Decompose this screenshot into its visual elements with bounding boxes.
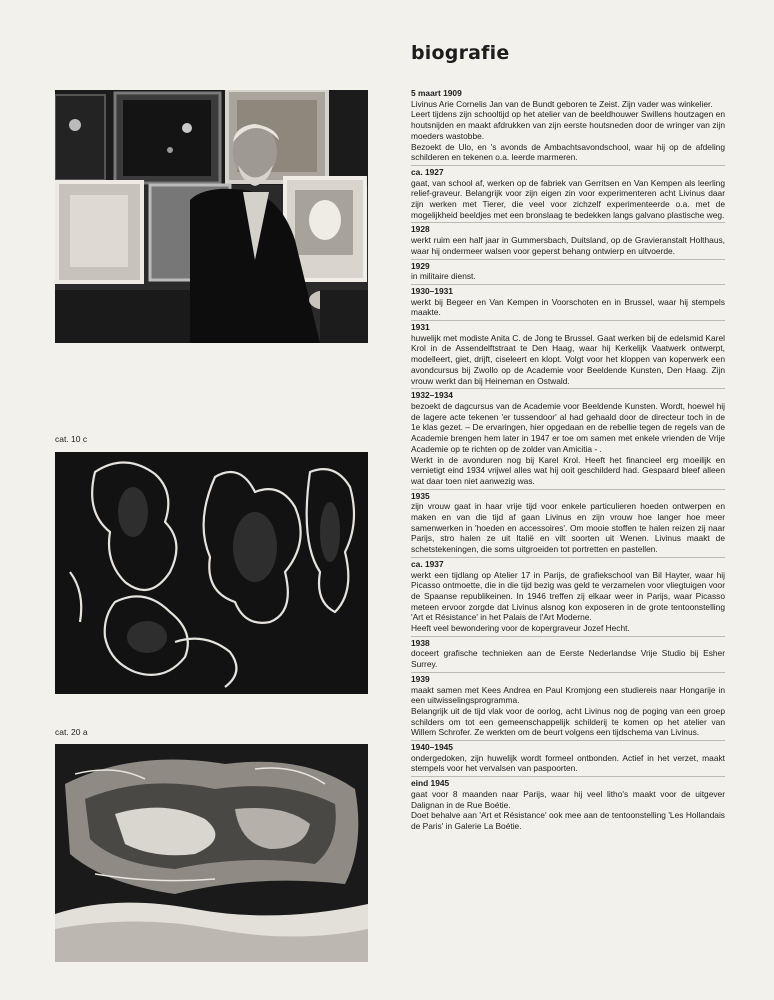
biography-entry <box>411 491 725 555</box>
entry-date: 1939 <box>411 673 430 684</box>
entry-paragraph: Leert tijdens zijn schooltijd op het atelier van de beeldhouwer Swillens houtzagen en houtsnijden en maakt afdrukken van zijn eerste houtsneden door de wringer van zijn moeders wastobbe. <box>411 109 725 141</box>
entry-date: 1929 <box>411 260 430 271</box>
artwork-cat-10c-image <box>55 452 368 694</box>
entry-date: 1938 <box>411 637 430 648</box>
biography-entry <box>411 638 725 670</box>
entry-paragraph: zijn vrouw gaat in haar vrije tijd voor enkele particulieren hoeden ontwerpen en maken en van die tijd af gaan Livinus en zijn vrouw hoe langer hoe meer samenwerken in 'hoeden en accessoires'. Om mooie stoffen te halen reizen zij naar Parijs, stro halen ze uit Italië en vilt soorten uit Wenen. Livinus maakt de schetstekeningen, die soms uitgroeiden tot portretten en pastellen. <box>411 501 725 555</box>
entry-divider <box>411 672 725 673</box>
artist-portrait-photo <box>55 90 368 343</box>
biography-entry <box>411 674 725 738</box>
biography-entry <box>411 778 725 832</box>
entry-paragraph: maakt samen met Kees Andrea en Paul Kromjong een studiereis naar Hongarije in een uitwisselingsprogramma. <box>411 684 725 706</box>
entry-divider <box>411 284 725 285</box>
entry-paragraph: bezoekt de dagcursus van de Academie voor Beeldende Kunsten. Wordt, hoewel hij de lagere acte tekenen 'er tussendoor' al had gehaald door de directeur toch in de 1e klas gezet. – De ervaringen, hier opgedaan en de rebellie tegen de regels van de Academie brengen hem later in 1947 er toe om samen met enkele vrienden de Vrije Academie op te richten op de zolder van Amicitia - . <box>411 400 725 454</box>
entry-divider <box>411 222 725 223</box>
entry-date: 1932–1934 <box>411 390 453 401</box>
entry-paragraph: Doet behalve aan 'Art et Résistance' ook mee aan de tentoonstelling 'Les Hollandais de Paris' in Galerie La Boétie. <box>411 810 725 831</box>
caption-cat-20a: cat. 20 a <box>55 727 88 737</box>
entry-date: 1928 <box>411 224 430 235</box>
entry-paragraph: Livinus Arie Cornelis Jan van de Bundt geboren te Zeist. Zijn vader was winkelier. <box>411 98 713 109</box>
entry-paragraph: werkt een tijdlang op Atelier 17 in Parijs, de grafiekschool van Bil Hayter, waar hij Picasso ontmoette, die in die tijd bezig was geld te verzamelen voor vliegtuigen voor de Spaanse republikeinen. In 1946 treffen zij elkaar weer in Parijs, waar Picasso meteen ervoor zorgde dat Livinus alsnog kon exposeren in de grote tentoonstelling 'Art et Résistance' in het Palais de l'Art Moderne. <box>411 569 725 623</box>
entry-divider <box>411 740 725 741</box>
entry-paragraph: huwelijk met modiste Anita C. de Jong te Brussel. Gaat werken bij de edelsmid Karel Krol in de Assendelftstraat te Den Haag, waar hij Kerkelijk Vaatwerk ontwerpt, modelleert, giet, drijft, ciseleert en klopt. Volgt voor het kloppen van koperwerk een avondcursus bij Zwollo op de Academie voor Beeldende Kunsten, Den Haag. Zijn vrouw werkt dan bij Heineman en Ostwald. <box>411 332 725 386</box>
entry-divider <box>411 557 725 558</box>
entry-paragraph: Belangrijk uit de tijd vlak voor de oorlog, acht Livinus nog de poging van een groep schilders om tot een gemeenschappelijk schilderij te komen op het atelier van Willem Schrofer. Ze werkten om de beurt volgens een tijdschema van Livinus. <box>411 705 725 738</box>
entry-divider <box>411 776 725 777</box>
entry-paragraph: gaat, van school af, werken op de fabriek van Gerritsen en Van Kempen als leerling relief-graveur. Belangrijk voor zijn eigen zin voor experimenteren acht Livinus daar zijn werken met Tierer, die veel voor zichzelf experimenteerde o.a. met de mogelijkheid beeldjes met een bronslaag te bedekken langs galvano plastische weg. <box>411 177 725 220</box>
entry-divider <box>411 259 725 260</box>
biography-entry <box>411 261 725 282</box>
entry-divider <box>411 388 725 389</box>
entry-divider <box>411 489 725 490</box>
biography-text <box>411 88 725 832</box>
entry-date: 5 maart 1909 <box>411 88 462 98</box>
entry-date: 1931 <box>411 322 430 333</box>
caption-cat-10c: cat. 10 c <box>55 434 88 444</box>
entry-date: ca. 1937 <box>411 558 444 569</box>
biography-entry <box>411 167 725 221</box>
entry-date: 1930–1931 <box>411 285 453 296</box>
biography-entry <box>411 224 725 256</box>
entry-paragraph: Bezoekt de Ulo, en 's avonds de Ambachtsavondschool, waar hij op de afdeling schilderen en tekenen o.a. leerde marmeren. <box>411 141 725 163</box>
biography-entry <box>411 742 725 774</box>
biography-entry <box>411 88 725 163</box>
entry-date: ca. 1927 <box>411 166 444 177</box>
entry-divider <box>411 636 725 637</box>
entry-paragraph: doceert grafische technieken aan de Eerste Nederlandse Vrije Studio bij Esher Surrey. <box>411 648 725 670</box>
entry-divider <box>411 165 725 166</box>
biography-entry <box>411 390 725 486</box>
entry-date: 1935 <box>411 490 430 501</box>
entry-date: eind 1945 <box>411 778 450 789</box>
entry-paragraph: Werkt in de avonduren nog bij Karel Krol. Heeft het financieel erg moeilijk en vernietigt eind 1934 vrijwel alles wat hij ooit geschilderd had. Gespaard bleef alleen wat daar toen niet aanwezig was. <box>411 454 725 486</box>
biography-entry <box>411 322 725 386</box>
entry-divider <box>411 320 725 321</box>
entry-paragraph: in militaire dienst. <box>411 271 476 282</box>
page-title: biografie <box>411 42 510 64</box>
biography-entry <box>411 559 725 634</box>
entry-paragraph: ondergedoken, zijn huwelijk wordt formeel ontbonden. Actief in het verzet, maakt stempels voor het vervalsen van paspoorten. <box>411 752 725 774</box>
artwork-cat-20a-image <box>55 744 368 962</box>
biography-entry <box>411 286 725 318</box>
entry-paragraph: werkt ruim een half jaar in Gummersbach, Duitsland, op de Gravieranstalt Holthaus, waar hij ondermeer walsen voor geperst behang ontwierp en uitvoerde. <box>411 235 725 256</box>
entry-paragraph: gaat voor 8 maanden naar Parijs, waar hij veel litho's maakt voor de uitgever Dalignan in de Rue Boétie. <box>411 788 725 810</box>
entry-paragraph: werkt bij Begeer en Van Kempen in Voorschoten en in Brussel, waar hij stempels maakte. <box>411 296 725 318</box>
entry-date: 1940–1945 <box>411 742 453 753</box>
entry-paragraph: Heeft veel bewondering voor de kopergraveur Jozef Hecht. <box>411 623 630 634</box>
